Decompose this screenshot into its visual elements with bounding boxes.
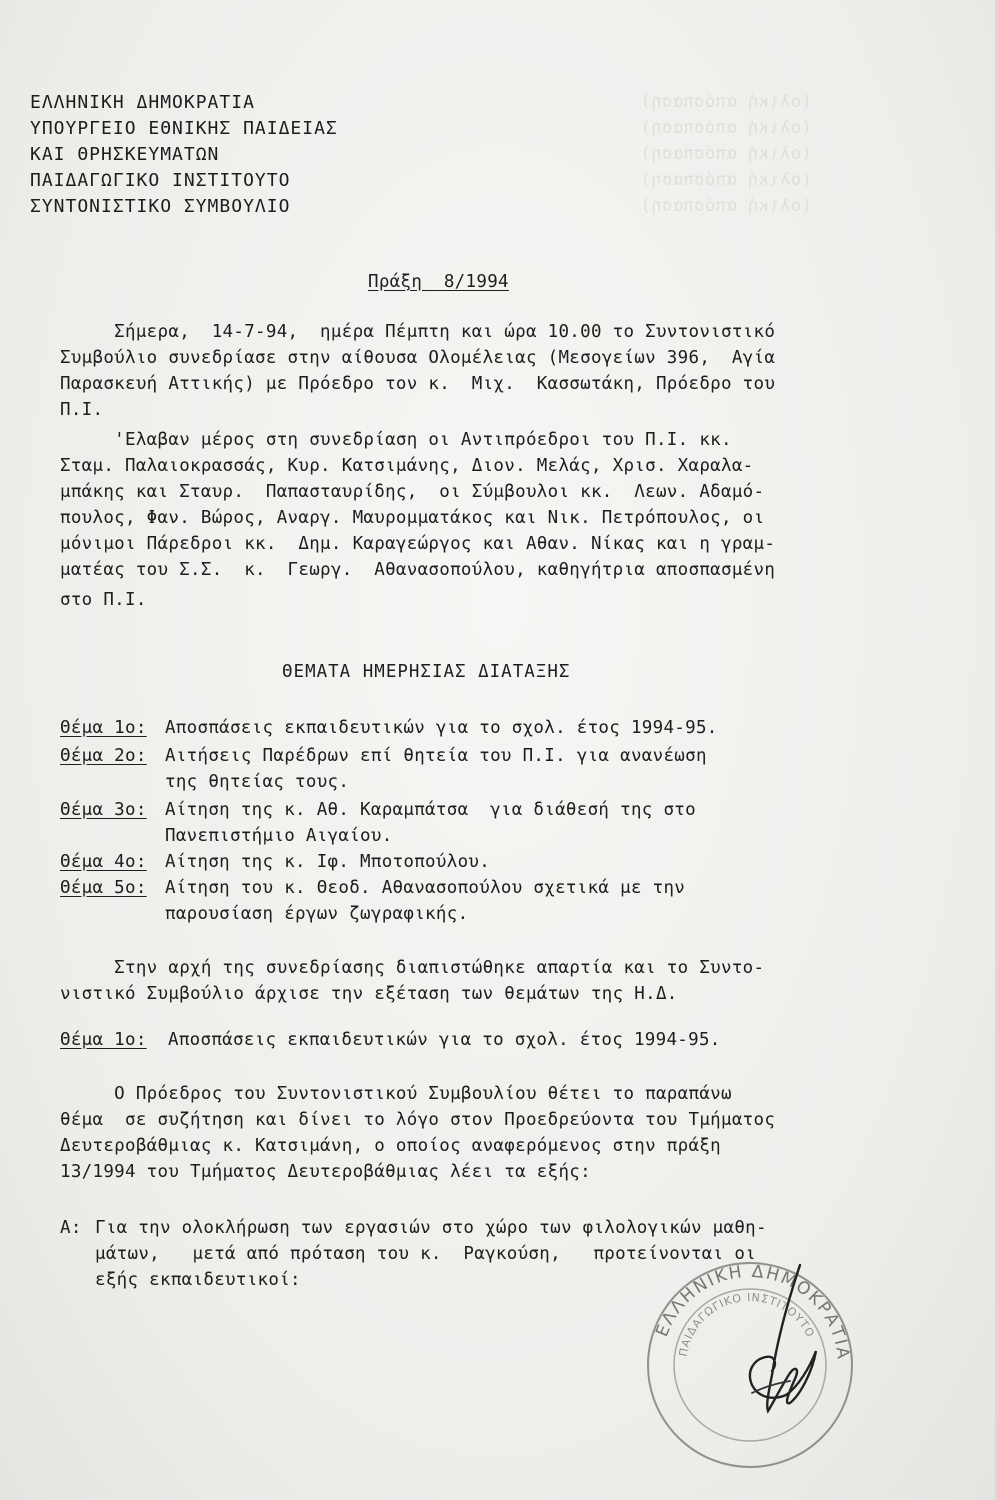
agenda-item-text: Αποσπάσεις εκπαιδευτικών για το σχολ. έτος 1994-95. [165,718,718,738]
letterhead-line: ΥΠΟΥΡΓΕΙΟ ΕΘΝΙΚΗΣ ΠΑΙΔΕΙΑΣ [30,118,338,139]
agenda-title: ΘΕΜΑΤΑ ΗΜΕΡΗΣΙΑΣ ΔΙΑΤΑΞΗΣ [282,662,571,682]
official-stamp [640,1255,860,1475]
intro-line: Παρασκευή Αττικής) με Πρόεδρο τον κ. Μιχ. Κασσωτάκη, Πρόεδρο του [60,374,776,394]
intro-line: μπάκης και Σταυρ. Παπασταυρίδης, οι Σύμβουλοι κκ. Λεων. Αδαμό- [60,482,765,502]
bleed-through-text: (ολική απόσπαση) [640,196,812,216]
topic1-label: Θέμα 1ο: [60,1030,147,1050]
discussion-line: 13/1994 του Τμήματος Δευτεροβάθμιας λέει τα εξής: [60,1162,591,1182]
agenda-item-text: παρουσίαση έργων ζωγραφικής. [165,904,469,924]
section-a-line: Για την ολοκλήρωση των εργασιών στο χώρο των φιλολογικών μαθη- [95,1218,767,1238]
intro-line: πουλος, Φαν. Βώρος, Αναργ. Μαυρομματάκος και Νικ. Πετρόπουλος, οι [60,508,765,528]
topic1-text: Αποσπάσεις εκπαιδευτικών για το σχολ. έτος 1994-95. [168,1030,721,1050]
intro-line: Π.Ι. [60,400,104,420]
act-title: Πράξη 8/1994 [368,272,509,292]
intro-line: Συμβούλιο συνεδρίασε στην αίθουσα Ολομέλειας (Μεσογείων 396, Αγία [60,348,776,368]
discussion-line: Ο Πρόεδρος του Συντονιστικού Συμβουλίου θέτει το παραπάνω [60,1084,732,1104]
section-a-label: Α: [60,1218,82,1238]
quorum-line: Στην αρχή της συνεδρίασης διαπιστώθηκε απαρτία και το Συντο- [60,958,765,978]
letterhead-line: ΠΑΙΔΑΓΩΓΙΚΟ ΙΝΣΤΙΤΟΥΤΟ [30,170,291,191]
agenda-item-text: της θητείας τους. [165,772,350,792]
letterhead-line: ΚΑΙ ΘΡΗΣΚΕΥΜΑΤΩΝ [30,144,220,165]
bleed-through-text: (ολική απόσπαση) [640,92,812,112]
agenda-item-text: Αίτηση της κ. Ιφ. Μποτοπούλου. [165,852,491,872]
bleed-through-text: (ολική απόσπαση) [640,144,812,164]
agenda-item-label: Θέμα 5ο: [60,878,147,898]
bleed-through-text: (ολική απόσπαση) [640,170,812,190]
intro-line: στο Π.Ι. [60,590,147,610]
quorum-line: νιστικό Συμβούλιο άρχισε την εξέταση των θεμάτων της Η.Δ. [60,984,678,1004]
letterhead-line: ΕΛΛΗΝΙΚΗ ΔΗΜΟΚΡΑΤΙΑ [30,92,255,113]
intro-line: Σήμερα, 14-7-94, ημέρα Πέμπτη και ώρα 10.00 το Συντονιστικό [60,322,776,342]
agenda-item-label: Θέμα 1ο: [60,718,147,738]
section-a-line: μάτων, μετά από πρόταση του κ. Ραγκούση, προτείνονται οι [95,1244,756,1264]
intro-line: μόνιμοι Πάρεδροι κκ. Δημ. Καραγεώργος και Αθαν. Νίκας και η γραμ- [60,534,776,554]
agenda-item-text: Αίτηση της κ. Αθ. Καραμπάτσα για διάθεσή της στο [165,800,696,820]
agenda-item-text: Αίτηση του κ. Θεοδ. Αθανασοπούλου σχετικά με την [165,878,686,898]
agenda-item-label: Θέμα 3ο: [60,800,147,820]
intro-line: ματέας του Σ.Σ. κ. Γεωργ. Αθανασοπούλου, καθηγήτρια αποσπασμένη [60,560,776,580]
stamp-inner-text: ΠΑΙΔΑΓΩΓΙΚΟ ΙΝΣΤΙΤΟΥΤΟ [676,1290,818,1358]
agenda-item-label: Θέμα 2ο: [60,746,147,766]
intro-line: 'Ελαβαν μέρος στη συνεδρίαση οι Αντιπρόεδροι του Π.Ι. κκ. [60,430,732,450]
stamp-ring-text: ΕΛΛΗΝΙΚΗ ΔΗΜΟΚΡΑΤΙΑ [652,1261,854,1362]
section-a-line: εξής εκπαιδευτικοί: [95,1270,301,1290]
bleed-through-text: (ολική απόσπαση) [640,118,812,138]
letterhead-line: ΣΥΝΤΟΝΙΣΤΙΚΟ ΣΥΜΒΟΥΛΙΟ [30,196,291,217]
agenda-item-label: Θέμα 4ο: [60,852,147,872]
discussion-line: θέμα σε συζήτηση και δίνει το λόγο στον Προεδρεύοντα του Τμήματος [60,1110,776,1130]
agenda-item-text: Αιτήσεις Παρέδρων επί θητεία του Π.Ι. για ανανέωση [165,746,707,766]
intro-line: Σταμ. Παλαιοκρασσάς, Κυρ. Κατσιμάνης, Διον. Μελάς, Χρισ. Χαραλα- [60,456,754,476]
agenda-item-text: Πανεπιστήμιο Αιγαίου. [165,826,393,846]
discussion-line: Δευτεροβάθμιας κ. Κατσιμάνη, ο οποίος αναφερόμενος στην πράξη [60,1136,721,1156]
